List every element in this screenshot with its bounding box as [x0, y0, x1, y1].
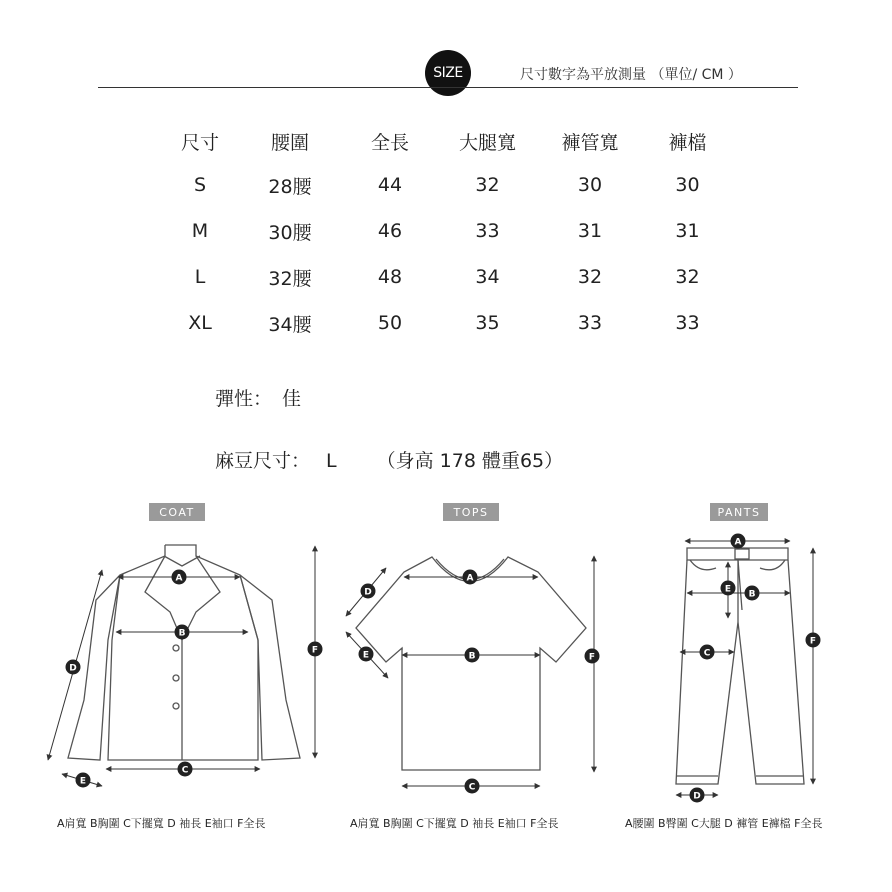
table-cell: 48 — [377, 266, 403, 288]
pants-diagram — [676, 548, 804, 784]
table-cell: 34 — [475, 266, 500, 288]
elasticity-label: 彈性： — [215, 388, 273, 410]
tops-measure-lines — [346, 556, 594, 786]
svg-text:A: A — [466, 573, 474, 584]
svg-text:C: C — [703, 648, 711, 659]
tops-diagram — [356, 557, 586, 770]
pants-marker-d — [690, 788, 705, 803]
table-cell: 32腰 — [268, 267, 312, 290]
pants-marker-e — [721, 581, 736, 596]
svg-text:A: A — [734, 537, 742, 548]
svg-text:C: C — [181, 765, 189, 776]
svg-text:E: E — [362, 650, 370, 661]
table-cell: 50 — [377, 312, 403, 334]
svg-text:B: B — [178, 628, 186, 639]
pants-marker-f — [806, 633, 821, 648]
table-cell: 31 — [675, 220, 700, 242]
coat-marker-d — [66, 660, 81, 675]
table-cell: 35 — [475, 312, 500, 334]
table-cell: 30腰 — [268, 221, 312, 244]
table-cell: 44 — [377, 174, 403, 196]
pants-tag: PANTS — [710, 503, 768, 521]
pants-marker-a — [731, 534, 746, 549]
table-cell: 34腰 — [268, 313, 312, 336]
coat-tag: COAT — [149, 503, 205, 521]
model-size-label: 麻豆尺寸： — [215, 450, 311, 472]
table-cell: 33 — [675, 312, 700, 334]
svg-text:B: B — [748, 589, 756, 600]
svg-text:D: D — [364, 587, 372, 598]
svg-text:E: E — [724, 584, 732, 595]
table-cell: 33 — [577, 312, 603, 334]
tops-marker-e — [359, 647, 374, 662]
tops-caption: A肩寬 B胸圍 C下擺寬 D 袖長 E袖口 F全長 — [350, 817, 559, 830]
table-cell: 46 — [377, 220, 403, 242]
pants-marker-b — [745, 586, 760, 601]
svg-text:C: C — [468, 782, 476, 793]
table-cell: 30 — [675, 174, 700, 196]
tops-tag: TOPS — [443, 503, 499, 521]
pants-marker-c — [700, 645, 715, 660]
measurement-note: 尺寸數字為平放測量 （單位/ CM ） — [520, 67, 742, 83]
coat-marker-a — [172, 570, 187, 585]
coat-marker-c — [178, 762, 193, 777]
table-cell: 32 — [675, 266, 700, 288]
coat-marker-f — [308, 642, 323, 657]
table-cell: XL — [188, 312, 212, 334]
column-header: 腰圍 — [270, 132, 309, 154]
tops-marker-a — [463, 570, 478, 585]
table-cell: 30 — [577, 174, 603, 196]
tops-marker-b — [465, 648, 480, 663]
svg-text:B: B — [468, 651, 476, 662]
column-header: 尺寸 — [180, 132, 219, 154]
column-header: 褲檔 — [668, 132, 707, 154]
table-cell: 28腰 — [268, 175, 312, 198]
model-size-value: L — [326, 450, 337, 472]
svg-text:A: A — [175, 573, 183, 584]
pants-measure-lines — [676, 541, 813, 795]
tops-marker-d — [361, 584, 376, 599]
coat-marker-e — [76, 773, 91, 788]
elasticity-value: 佳 — [282, 388, 302, 410]
column-header: 全長 — [370, 132, 409, 154]
svg-text:F: F — [809, 636, 817, 647]
coat-marker-b — [175, 625, 190, 640]
pants-caption: A腰圍 B臀圍 C大腿 D 褲管 E褲檔 F全長 — [625, 817, 823, 830]
table-cell: 33 — [475, 220, 500, 242]
size-badge: SIZE — [425, 50, 471, 96]
svg-text:F: F — [588, 652, 596, 663]
table-cell: S — [193, 174, 207, 196]
tops-marker-c — [465, 779, 480, 794]
svg-text:D: D — [693, 791, 701, 802]
table-cell: 32 — [577, 266, 603, 288]
coat-caption: A肩寬 B胸圍 C下擺寬 D 袖長 E袖口 F全長 — [57, 817, 266, 830]
column-header: 褲管寬 — [561, 132, 619, 154]
column-header: 大腿寬 — [458, 132, 516, 154]
model-stats: （身高 178 體重65） — [376, 450, 564, 472]
table-cell: 31 — [577, 220, 603, 242]
svg-text:F: F — [311, 645, 319, 656]
table-cell: 32 — [475, 174, 500, 196]
table-cell: M — [191, 220, 209, 242]
tops-marker-f — [585, 649, 600, 664]
svg-text:D: D — [69, 663, 77, 674]
table-cell: L — [194, 266, 206, 288]
svg-text:E: E — [79, 776, 87, 787]
